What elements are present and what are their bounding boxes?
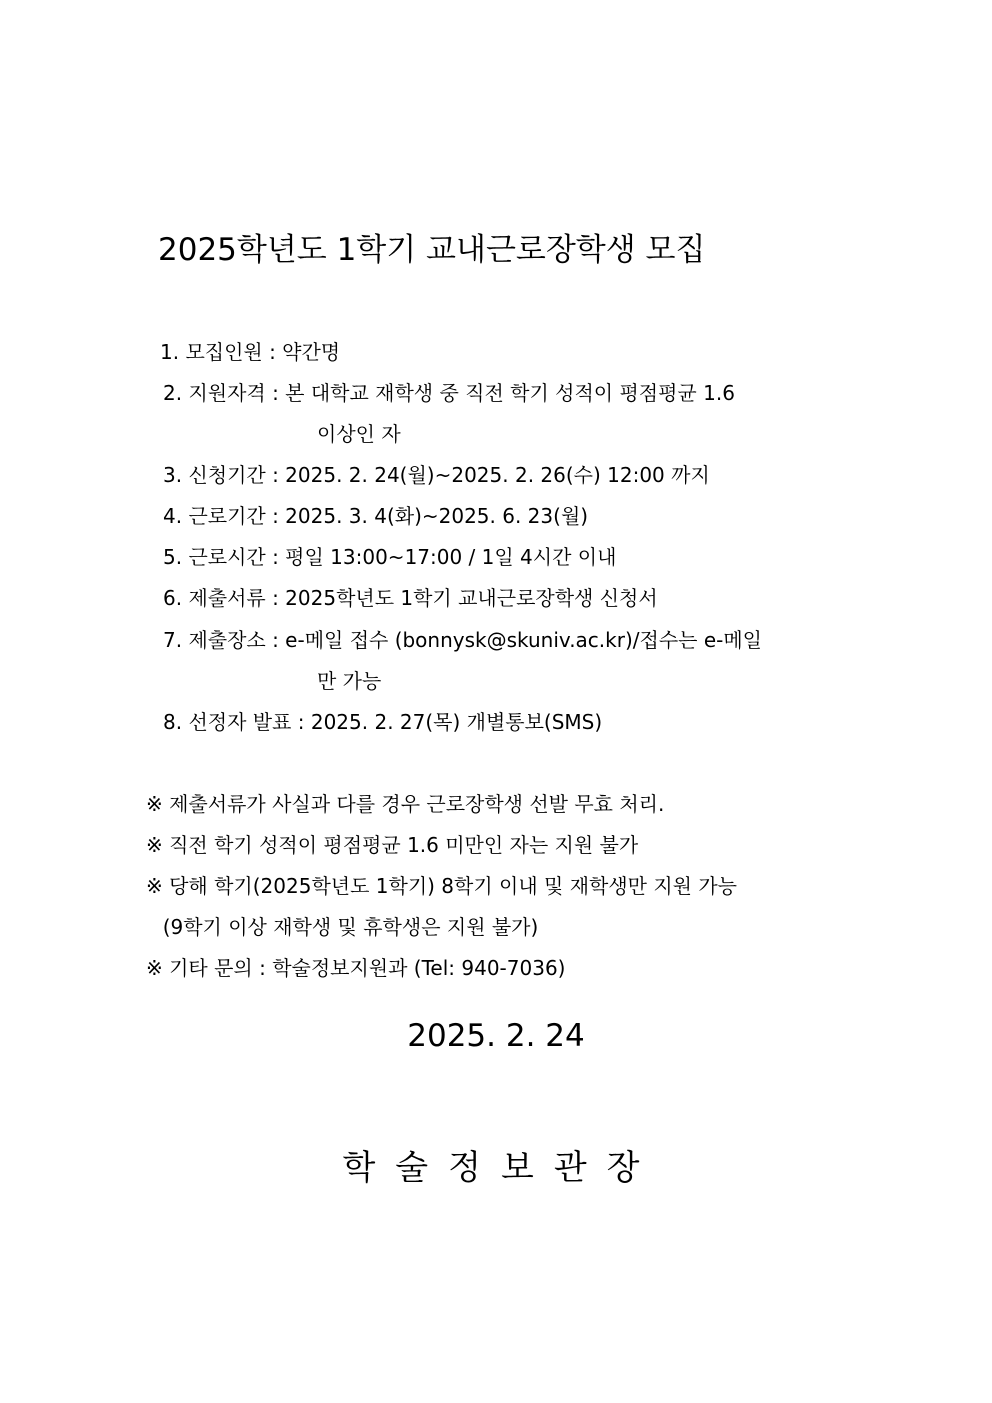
item-eligibility-continued: 이상인 자 bbox=[317, 422, 401, 446]
item-application-period: 3. 신청기간 : 2025. 2. 24(월)~2025. 2. 26(수) 12:00 까지 bbox=[163, 463, 710, 487]
item-submission-place-continued: 만 가능 bbox=[317, 669, 382, 693]
document-signature: 학술정보관장 bbox=[342, 1148, 660, 1188]
note-semester-limit: ※ 당해 학기(2025학년도 1학기) 8학기 이내 및 재학생만 지원 가능 bbox=[146, 874, 737, 898]
document-date: 2025. 2. 24 bbox=[407, 1018, 585, 1054]
note-contact: ※ 기타 문의 : 학술정보지원과 (Tel: 940-7036) bbox=[146, 956, 566, 980]
item-required-documents: 6. 제출서류 : 2025학년도 1학기 교내근로장학생 신청서 bbox=[163, 586, 658, 610]
item-work-period: 4. 근로기간 : 2025. 3. 4(화)~2025. 6. 23(월) bbox=[163, 504, 589, 528]
note-false-documents: ※ 제출서류가 사실과 다를 경우 근로장학생 선발 무효 처리. bbox=[146, 792, 665, 816]
note-semester-limit-continued: (9학기 이상 재학생 및 휴학생은 지원 불가) bbox=[150, 915, 539, 939]
item-eligibility: 2. 지원자격 : 본 대학교 재학생 중 직전 학기 성적이 평점평균 1.6 bbox=[163, 381, 735, 405]
item-recruitment-count: 1. 모집인원 : 약간명 bbox=[160, 340, 341, 364]
item-submission-place: 7. 제출장소 : e-메일 접수 (bonnysk@skuniv.ac.kr)/접수는 e-메일 bbox=[163, 628, 762, 652]
document-title: 2025학년도 1학기 교내근로장학생 모집 bbox=[158, 232, 706, 268]
item-announcement: 8. 선정자 발표 : 2025. 2. 27(목) 개별통보(SMS) bbox=[163, 710, 603, 734]
note-gpa-requirement: ※ 직전 학기 성적이 평점평균 1.6 미만인 자는 지원 불가 bbox=[146, 833, 639, 857]
item-work-hours: 5. 근로시간 : 평일 13:00~17:00 / 1일 4시간 이내 bbox=[163, 545, 617, 569]
